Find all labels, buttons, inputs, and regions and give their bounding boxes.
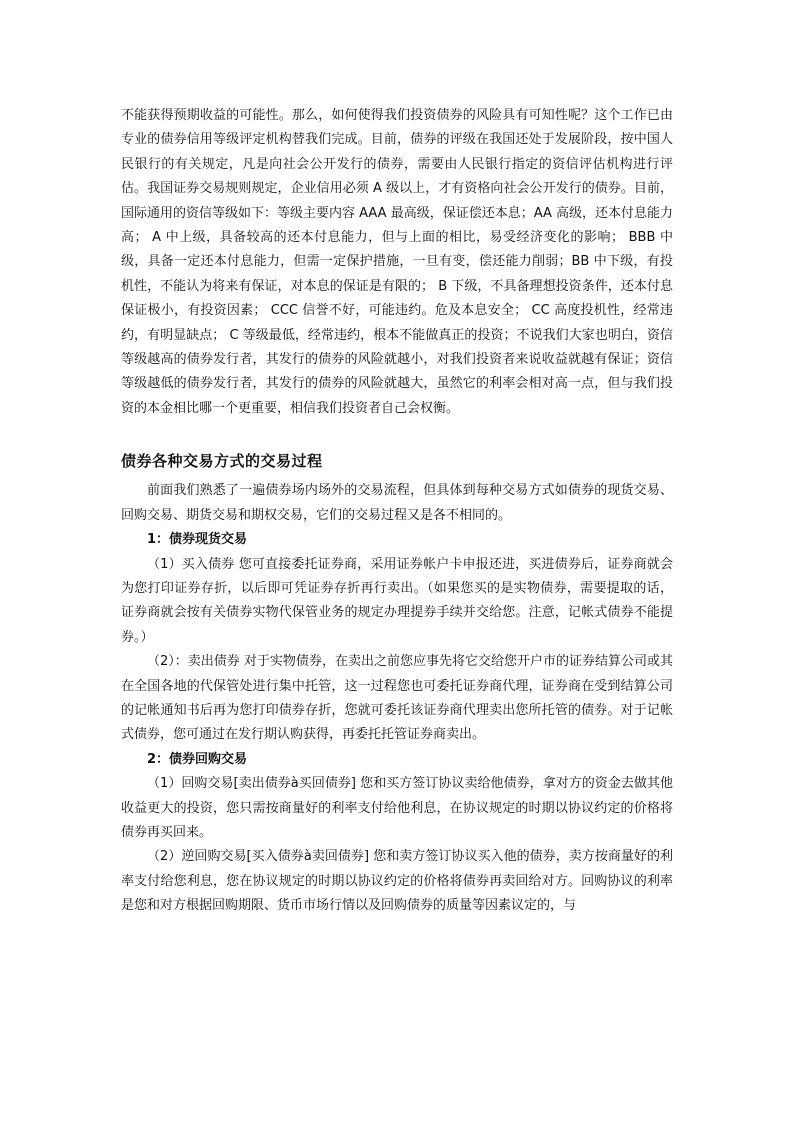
document-body <box>121 104 673 919</box>
sell-bond-paragraph: （2）：卖出债券 对于实物债券，在卖出之前您应事先将它交给您开户市的证券结算公司或其在全国各地的代保管处进行集中托管，这一过程您也可委托证券商代理，证券商在受到结算公司的记帐通知书后再为您打印债券存折，您就可委托该证券商代理卖出您所托管的债券。对于记帐式债券，您可通过在发行期认购获得，再委托托管证券商卖出。 <box>121 654 673 743</box>
spot-trading-title: 1：债券现货交易 <box>147 532 248 548</box>
repo-paragraph: （1）回购交易[卖出债券à买回债券] 您和买方签订协议卖给他债券，拿对方的资金去做其他收益更大的投资，您只需按商量好的利率支付给他利息，在协议规定的时期以协议约定的价格将债券再买回来。 <box>121 776 673 840</box>
overview-paragraph: 前面我们熟悉了一遍债券场内场外的交易流程，但具体到每种交易方式如债券的现货交易、回购交易、期货交易和期权交易，它们的交易过程又是各不相同的。 <box>121 483 673 523</box>
intro-paragraph: 不能获得预期收益的可能性。那么，如何使得我们投资债券的风险具有可知性呢？这个工作已由专业的债券信用等级评定机构替我们完成。目前，债券的评级在我国还处于发展阶段，按中国人民银行的有关规定，凡是向社会公开发行的债券，需要由人民银行指定的资信评估机构进行评估。我国证券交易规则规定，企业信用必须 A 级以上，才有资格向社会公开发行的债券。目前，国际通用的资信等级如下：等级主要内容 AAA 最高级，保证偿还本息；AA 高级，还本付息能力高； A 中上级，具备较高的还本付息能力，但与上面的相比，易受经济变化的影响； BBB 中级，具备一定还本付息能力，但需一定保护措施，一旦有变，偿还能力削弱；BB 中下级，有投机性，不能认为将来有保证，对本息的保证是有限的； B 下级，不具备理想投资条件，还本付息保证极小，有投资因素； CCC 信誉不好，可能违约。危及本息安全； CC 高度投机性，经常违约，有明显缺点； C 等级最低，经常违约，根本不能做真正的投资；不说我们大家也明白，资信等级越高的债券发行者，其发行的债券的风险就越小，对我们投资者来说收益就越有保证；资信等级越低的债券发行者，其发行的债券的风险就越大，虽然它的利率会相对高一点，但与我们投资的本金相比哪一个更重要，相信我们投资者自己会权衡。 <box>121 108 673 416</box>
reverse-repo-paragraph: （2）逆回购交易[买入债券à卖回债券] 您和卖方签订协议买入他的债券，卖方按商量好的利率支付给您利息，您在协议规定的时期以协议约定的价格将债券再卖回给对方。回购协议的利率是您和对方根据回购期限、货币市场行情以及回购债券的质量等因素议定的，与 <box>121 849 673 914</box>
section-heading: 债券各种交易方式的交易过程 <box>121 452 323 471</box>
buy-bond-paragraph: （1）买入债券 您可直接委托证券商，采用证券帐户卡申报还进，买进债券后，证券商就会为您打印证券存折，以后即可凭证券存折再行卖出。（如果您买的是实物债券，需要提取的话，证券商就会按有关债券实物代保管业务的规定办理提券手续并交给您。注意，记帐式债券不能提券。） <box>121 556 673 645</box>
repo-trading-title: 2：债券回购交易 <box>147 751 248 767</box>
